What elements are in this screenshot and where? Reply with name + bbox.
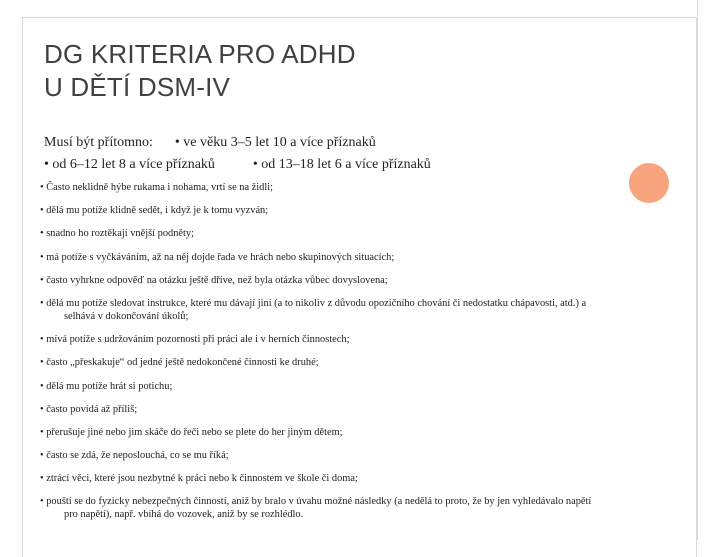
list-item: • často „přeskakuje“ od jedné ještě nedokončené činnosti ke druhé; <box>40 357 319 369</box>
criterion-age-6-12: • od 6–12 let 8 a více příznaků <box>44 157 215 172</box>
list-item: • často vyhrkne odpověď na otázku ještě dříve, než byla otázka vůbec dovyslovena; <box>40 274 388 286</box>
criteria-list <box>40 181 600 532</box>
list-item: • má potíže s vyčkáváním, až na něj dojde řada ve hrách nebo skupinových situacích; <box>40 251 395 263</box>
required-label: Musí být přítomno: <box>44 135 153 150</box>
list-item: • často povídá až příliš; <box>40 403 138 415</box>
list-item: • snadno ho roztěkají vnější podněty; <box>40 228 194 240</box>
title-line-1: DG KRITERIA PRO ADHD <box>44 39 356 69</box>
slide-right-rule <box>697 0 698 540</box>
list-item: • dělá mu potíže sledovat instrukce, které mu dávají jiní (a to nikoliv z důvodu opozičního chování či nedostatku chápavosti, atd.) a selhává v dokončování úkolů; <box>40 297 587 322</box>
intro-line-2 <box>44 157 431 173</box>
slide-title <box>44 38 604 104</box>
list-item: • přerušuje jiné nebo jim skáče do řeči nebo se plete do her jiným dětem; <box>40 426 343 438</box>
list-item: • mívá potíže s udržováním pozornosti při práci ale i v herních činnostech; <box>40 334 350 346</box>
criterion-age-13-18: • od 13–18 let 6 a více příznaků <box>252 157 431 172</box>
title-line-2: U DĚTÍ DSM-IV <box>44 72 231 102</box>
criterion-age-3-5: • ve věku 3–5 let 10 a více příznaků <box>174 135 376 150</box>
list-item: • dělá mu potíže klidně sedět, i když je k tomu vyzván; <box>40 205 269 217</box>
list-item: • pouští se do fyzicky nebezpečných činností, aniž by bralo v úvahu možné následky (a nedělá to proto, že by jen vyhledávalo napětí pro napětí), např. vbíhá do vozovek, aniž by se rozhlédlo. <box>40 496 592 521</box>
list-item: • často se zdá, že neposlouchá, co se mu říká; <box>40 450 229 462</box>
accent-circle <box>624 158 674 208</box>
list-item: • dělá mu potíže hrát si potichu; <box>40 380 173 392</box>
list-item: • Často neklidně hýbe rukama i nohama, vrtí se na židli; <box>40 182 274 193</box>
list-item: • ztrácí věci, které jsou nezbytné k práci nebo k činnostem ve škole či doma; <box>40 473 358 485</box>
intro-line-1 <box>44 135 376 151</box>
